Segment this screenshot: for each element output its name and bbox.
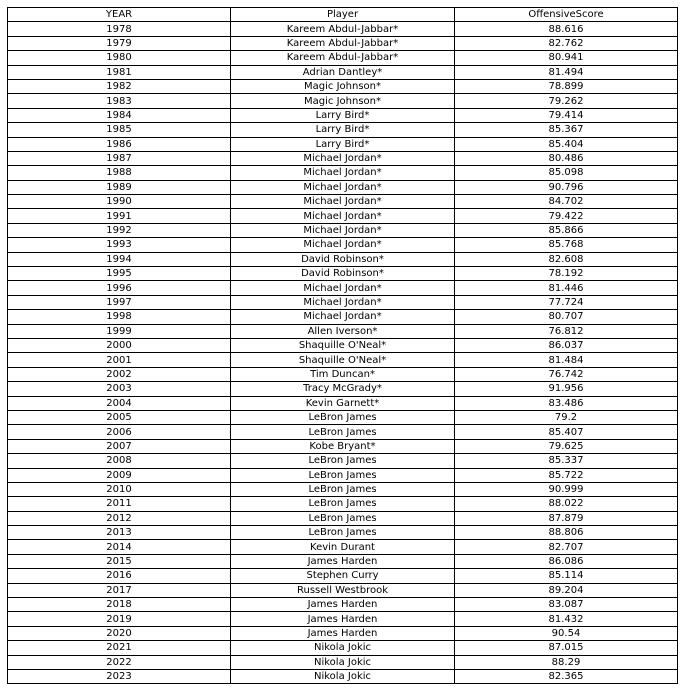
cell-player: Larry Bird* [231, 123, 455, 137]
cell-offensive-score: 88.616 [455, 22, 678, 36]
cell-year: 1999 [8, 324, 231, 338]
cell-player: Michael Jordan* [231, 209, 455, 223]
cell-year: 1996 [8, 281, 231, 295]
cell-player: Russell Westbrook [231, 583, 455, 597]
cell-player: Nikola Jokic [231, 669, 455, 683]
cell-year: 1984 [8, 108, 231, 122]
cell-offensive-score: 83.087 [455, 598, 678, 612]
cell-year: 2004 [8, 396, 231, 410]
table-row [8, 382, 678, 396]
cell-year: 1990 [8, 195, 231, 209]
table-row [8, 540, 678, 554]
table-row [8, 641, 678, 655]
cell-year: 2002 [8, 367, 231, 381]
cell-player: Shaquille O'Neal* [231, 338, 455, 352]
cell-offensive-score: 85.768 [455, 238, 678, 252]
cell-player: Stephen Curry [231, 569, 455, 583]
table-row [8, 655, 678, 669]
table-row [8, 569, 678, 583]
cell-year: 2021 [8, 641, 231, 655]
cell-player: LeBron James [231, 511, 455, 525]
table-row [8, 267, 678, 281]
cell-offensive-score: 81.484 [455, 353, 678, 367]
cell-offensive-score: 85.404 [455, 137, 678, 151]
cell-year: 1998 [8, 310, 231, 324]
cell-offensive-score: 76.742 [455, 367, 678, 381]
cell-year: 2019 [8, 612, 231, 626]
cell-player: James Harden [231, 612, 455, 626]
cell-offensive-score: 85.407 [455, 425, 678, 439]
cell-player: Michael Jordan* [231, 223, 455, 237]
cell-offensive-score: 79.414 [455, 108, 678, 122]
score-table-container [7, 7, 677, 684]
cell-year: 2006 [8, 425, 231, 439]
cell-player: Kareem Abdul-Jabbar* [231, 22, 455, 36]
table-row [8, 425, 678, 439]
table-row [8, 151, 678, 165]
cell-offensive-score: 88.29 [455, 655, 678, 669]
cell-player: Larry Bird* [231, 108, 455, 122]
cell-player: Tim Duncan* [231, 367, 455, 381]
cell-player: Michael Jordan* [231, 238, 455, 252]
table-row [8, 195, 678, 209]
cell-offensive-score: 90.54 [455, 626, 678, 640]
cell-year: 1994 [8, 252, 231, 266]
cell-year: 1980 [8, 51, 231, 65]
cell-player: Allen Iverson* [231, 324, 455, 338]
table-row [8, 482, 678, 496]
cell-player: David Robinson* [231, 252, 455, 266]
cell-player: Kevin Garnett* [231, 396, 455, 410]
cell-year: 2011 [8, 497, 231, 511]
cell-offensive-score: 88.806 [455, 526, 678, 540]
cell-offensive-score: 81.446 [455, 281, 678, 295]
table-body [8, 22, 678, 684]
cell-year: 2008 [8, 454, 231, 468]
cell-offensive-score: 85.866 [455, 223, 678, 237]
cell-offensive-score: 90.796 [455, 180, 678, 194]
cell-offensive-score: 85.367 [455, 123, 678, 137]
table-row [8, 94, 678, 108]
cell-offensive-score: 84.702 [455, 195, 678, 209]
cell-offensive-score: 82.707 [455, 540, 678, 554]
cell-player: Magic Johnson* [231, 79, 455, 93]
score-table [7, 7, 678, 684]
cell-year: 2016 [8, 569, 231, 583]
cell-year: 2023 [8, 669, 231, 683]
cell-player: Kareem Abdul-Jabbar* [231, 36, 455, 50]
cell-player: Kobe Bryant* [231, 439, 455, 453]
table-row [8, 166, 678, 180]
cell-offensive-score: 79.2 [455, 410, 678, 424]
cell-year: 2013 [8, 526, 231, 540]
cell-offensive-score: 76.812 [455, 324, 678, 338]
cell-year: 1982 [8, 79, 231, 93]
cell-year: 1979 [8, 36, 231, 50]
table-row [8, 209, 678, 223]
table-row [8, 598, 678, 612]
cell-player: Nikola Jokic [231, 655, 455, 669]
cell-player: Magic Johnson* [231, 94, 455, 108]
cell-year: 2014 [8, 540, 231, 554]
cell-offensive-score: 87.015 [455, 641, 678, 655]
cell-offensive-score: 89.204 [455, 583, 678, 597]
cell-player: Michael Jordan* [231, 195, 455, 209]
cell-year: 2018 [8, 598, 231, 612]
cell-player: James Harden [231, 626, 455, 640]
cell-player: Michael Jordan* [231, 166, 455, 180]
cell-player: Tracy McGrady* [231, 382, 455, 396]
cell-player: LeBron James [231, 468, 455, 482]
cell-player: LeBron James [231, 425, 455, 439]
table-row [8, 137, 678, 151]
table-row [8, 554, 678, 568]
table-row [8, 439, 678, 453]
cell-offensive-score: 88.022 [455, 497, 678, 511]
cell-year: 2017 [8, 583, 231, 597]
cell-offensive-score: 79.422 [455, 209, 678, 223]
cell-offensive-score: 80.486 [455, 151, 678, 165]
cell-offensive-score: 85.722 [455, 468, 678, 482]
cell-player: LeBron James [231, 497, 455, 511]
cell-year: 1995 [8, 267, 231, 281]
cell-offensive-score: 85.337 [455, 454, 678, 468]
table-row [8, 36, 678, 50]
cell-year: 2015 [8, 554, 231, 568]
table-row [8, 180, 678, 194]
cell-offensive-score: 78.192 [455, 267, 678, 281]
table-row [8, 367, 678, 381]
cell-player: Michael Jordan* [231, 295, 455, 309]
cell-year: 1986 [8, 137, 231, 151]
cell-year: 1978 [8, 22, 231, 36]
table-row [8, 281, 678, 295]
table-row [8, 79, 678, 93]
cell-offensive-score: 86.037 [455, 338, 678, 352]
cell-year: 1981 [8, 65, 231, 79]
cell-offensive-score: 80.707 [455, 310, 678, 324]
cell-year: 1991 [8, 209, 231, 223]
cell-offensive-score: 79.262 [455, 94, 678, 108]
cell-year: 2020 [8, 626, 231, 640]
cell-year: 1997 [8, 295, 231, 309]
cell-offensive-score: 87.879 [455, 511, 678, 525]
cell-offensive-score: 85.098 [455, 166, 678, 180]
header-row [8, 8, 678, 22]
cell-year: 2009 [8, 468, 231, 482]
cell-offensive-score: 79.625 [455, 439, 678, 453]
cell-player: LeBron James [231, 410, 455, 424]
header-offensive-score: OffensiveScore [455, 8, 678, 22]
cell-year: 1985 [8, 123, 231, 137]
cell-year: 1983 [8, 94, 231, 108]
table-row [8, 396, 678, 410]
cell-year: 2001 [8, 353, 231, 367]
cell-year: 1989 [8, 180, 231, 194]
cell-player: LeBron James [231, 482, 455, 496]
cell-player: Michael Jordan* [231, 180, 455, 194]
table-row [8, 410, 678, 424]
cell-offensive-score: 80.941 [455, 51, 678, 65]
cell-offensive-score: 82.365 [455, 669, 678, 683]
cell-offensive-score: 83.486 [455, 396, 678, 410]
table-row [8, 497, 678, 511]
table-row [8, 353, 678, 367]
table-row [8, 123, 678, 137]
table-row [8, 65, 678, 79]
cell-player: Michael Jordan* [231, 151, 455, 165]
cell-player: LeBron James [231, 454, 455, 468]
cell-year: 2007 [8, 439, 231, 453]
table-row [8, 626, 678, 640]
cell-player: David Robinson* [231, 267, 455, 281]
cell-player: Adrian Dantley* [231, 65, 455, 79]
table-row [8, 526, 678, 540]
table-row [8, 238, 678, 252]
cell-year: 2005 [8, 410, 231, 424]
table-row [8, 223, 678, 237]
table-row [8, 51, 678, 65]
cell-player: James Harden [231, 554, 455, 568]
cell-year: 1988 [8, 166, 231, 180]
cell-player: James Harden [231, 598, 455, 612]
cell-year: 1993 [8, 238, 231, 252]
table-row [8, 22, 678, 36]
cell-year: 1987 [8, 151, 231, 165]
table-row [8, 454, 678, 468]
table-row [8, 338, 678, 352]
cell-year: 2003 [8, 382, 231, 396]
cell-player: Larry Bird* [231, 137, 455, 151]
cell-offensive-score: 86.086 [455, 554, 678, 568]
cell-year: 2012 [8, 511, 231, 525]
cell-offensive-score: 91.956 [455, 382, 678, 396]
table-row [8, 511, 678, 525]
cell-offensive-score: 90.999 [455, 482, 678, 496]
cell-year: 2000 [8, 338, 231, 352]
table-row [8, 468, 678, 482]
cell-player: Michael Jordan* [231, 310, 455, 324]
table-row [8, 295, 678, 309]
cell-offensive-score: 81.494 [455, 65, 678, 79]
table-row [8, 583, 678, 597]
table-row [8, 108, 678, 122]
cell-offensive-score: 77.724 [455, 295, 678, 309]
cell-player: LeBron James [231, 526, 455, 540]
cell-offensive-score: 82.762 [455, 36, 678, 50]
cell-player: Kareem Abdul-Jabbar* [231, 51, 455, 65]
cell-offensive-score: 85.114 [455, 569, 678, 583]
cell-player: Kevin Durant [231, 540, 455, 554]
table-row [8, 310, 678, 324]
cell-offensive-score: 82.608 [455, 252, 678, 266]
cell-year: 2010 [8, 482, 231, 496]
header-year: YEAR [8, 8, 231, 22]
header-player: Player [231, 8, 455, 22]
table-row [8, 252, 678, 266]
cell-player: Nikola Jokic [231, 641, 455, 655]
cell-player: Michael Jordan* [231, 281, 455, 295]
cell-year: 2022 [8, 655, 231, 669]
cell-offensive-score: 78.899 [455, 79, 678, 93]
cell-player: Shaquille O'Neal* [231, 353, 455, 367]
table-row [8, 612, 678, 626]
cell-year: 1992 [8, 223, 231, 237]
cell-offensive-score: 81.432 [455, 612, 678, 626]
table-row [8, 324, 678, 338]
table-row [8, 669, 678, 683]
